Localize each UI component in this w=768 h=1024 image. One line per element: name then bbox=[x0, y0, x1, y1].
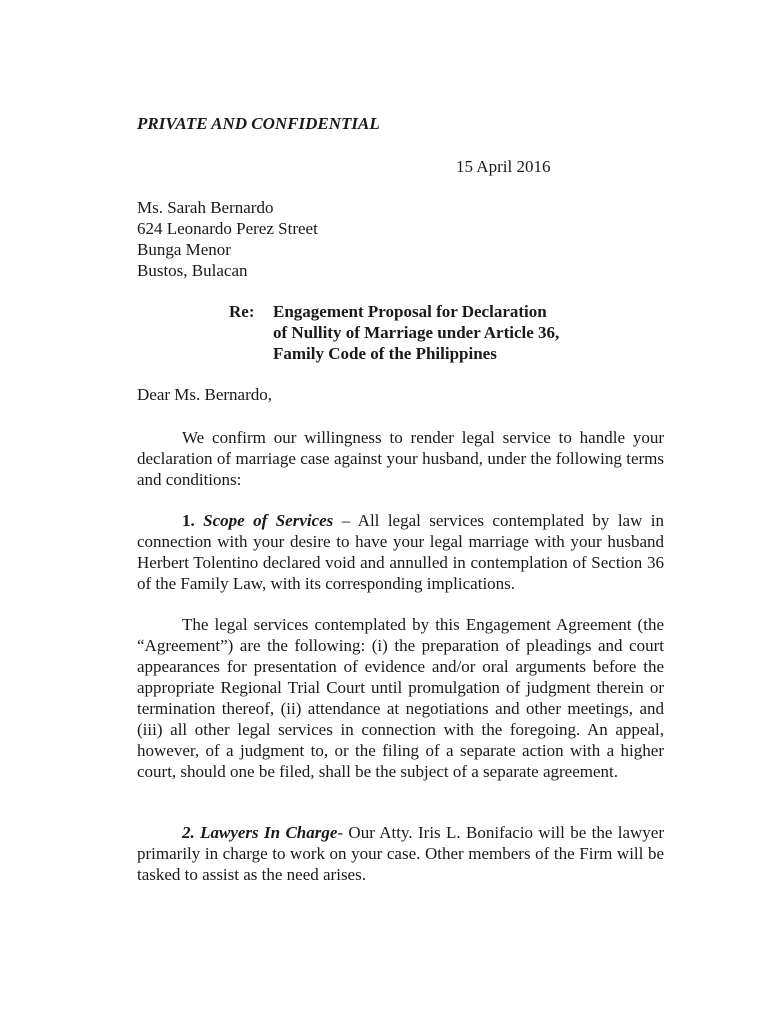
scope-paragraph bbox=[137, 510, 664, 594]
recipient-barangay: Bunga Menor bbox=[137, 240, 231, 259]
salutation: Dear Ms. Bernardo, bbox=[137, 385, 273, 404]
services-paragraph: The legal services contemplated by this Engagement Agreement (the “Agreement”) are the following: (i) the preparation of pleadings and court appearances for presentation of evidence and/or oral arguments before the appropriate Regional Trial Court until promulgation of judgment therein or termination thereof, (ii) attendance at negotiations and other meetings, and (iii) all other legal services in connection with the foregoing. An appeal, however, of a judgment to, or the filing of a separate action with a higher court, should one be filed, shall be the subject of a separate agreement. bbox=[137, 615, 664, 781]
lawyers-title: 2. Lawyers In Charge bbox=[182, 823, 338, 842]
recipient-town: Bustos, Bulacan bbox=[137, 261, 248, 280]
lawyers-text: - Our Atty. Iris L. Bonifacio will be the lawyer primarily in charge to work on your case. Other members of the Firm will be tasked to assist as the need arises. bbox=[137, 823, 665, 884]
confidential-heading: PRIVATE AND CONFIDENTIAL bbox=[137, 114, 380, 133]
re-subject-line: of Nullity of Marriage under Article 36, bbox=[273, 323, 560, 342]
scope-text: – All legal services contemplated by law in connection with your desire to have your legal marriage with your husband Herbert Tolentino declared void and annulled in contemplation of Section 36 of the Family Law, with its corresponding implications. bbox=[137, 511, 664, 593]
scope-number: 1. bbox=[182, 511, 195, 530]
re-subject-line: Engagement Proposal for Declaration bbox=[273, 302, 547, 321]
re-label: Re: bbox=[229, 302, 255, 321]
recipient-name: Ms. Sarah Bernardo bbox=[137, 198, 274, 217]
letter-date: 15 April 2016 bbox=[456, 157, 551, 176]
intro-paragraph: We confirm our willingness to render legal service to handle your declaration of marriage case against your husband, under the following terms and conditions: bbox=[137, 428, 664, 489]
lawyers-paragraph bbox=[137, 822, 664, 885]
recipient-street: 624 Leonardo Perez Street bbox=[137, 219, 318, 238]
scope-title: Scope of Services bbox=[203, 511, 334, 530]
re-subject-line: Family Code of the Philippines bbox=[273, 344, 497, 363]
